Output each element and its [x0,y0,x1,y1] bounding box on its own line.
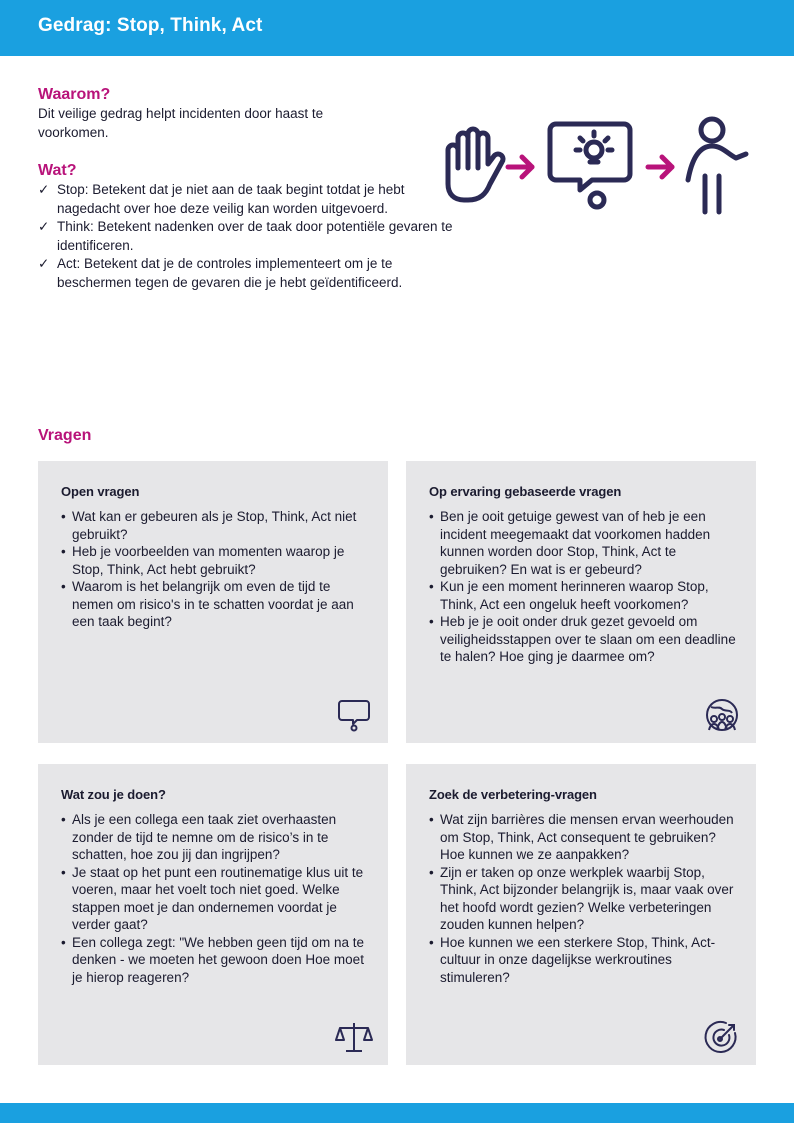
card-title: Zoek de verbetering-vragen [429,787,597,802]
list-item: • Wat kan er gebeuren als je Stop, Think, Act niet gebruikt? [61,508,371,543]
list-item: • Heb je voorbeelden van momenten waarop je Stop, Think, Act hebt gebruikt? [61,543,371,578]
scales-icon [335,1019,373,1055]
page-footer [0,1103,794,1123]
wat-item: ✓ Think: Betekent nadenken over de taak door potentiële gevaren te identificeren. [38,219,453,253]
wat-item: ✓ Act: Betekent dat je de controles implementeert om je te beschermen tegen de gevaren die je hebt geïdentificeerd. [38,256,403,290]
page-header [0,0,794,56]
card-list [61,811,371,986]
globe-people-icon [703,697,741,733]
stop-think-act-illustration [434,112,754,222]
check-icon: ✓ [38,219,50,234]
waarom-text: Dit veilige gedrag helpt incidenten door haast te voorkomen. [38,106,324,140]
list-item: • Waarom is het belangrijk om even de tijd te nemen om risico's in te schatten voordat je aan een taak begint? [61,578,371,631]
list-item: • Ben je ooit getuige gewest van of heb je een incident meegemaakt dat voorkomen hadden kunnen worden door Stop, Think, Act te gebruiken? En wat is er gebeurd? [429,508,739,578]
list-item: • Je staat op het punt een routinematige klus uit te voeren, maar het voelt toch niet goed. Welke stappen moet je dan ondernemen voordat je verder gaat? [61,864,371,934]
list-item: • Als je een collega een taak ziet overhaasten zonder de tijd te nemne om de risico’s in te schatten, hoe zou jij dan ingrijpen? [61,811,371,864]
card-wat-zou-je-doen [38,764,388,1065]
card-title: Open vragen [61,484,140,499]
card-title: Op ervaring gebaseerde vragen [429,484,622,499]
lightbulb-speech-bubble-icon [550,124,630,207]
vragen-heading: Vragen [38,427,92,444]
check-icon: ✓ [38,182,50,197]
person-icon [688,119,746,212]
card-list [61,508,371,631]
arrow-right-icon [508,157,532,177]
wat-item: ✓ Stop: Betekent dat je niet aan de taak begint totdat je hebt nagedacht over hoe deze veilig kan worden uitgevoerd. [38,182,405,216]
arrow-right-icon [648,157,672,177]
page-title: Gedrag: Stop, Think, Act [38,15,263,36]
target-icon [703,1019,741,1055]
card-ervaring-vragen [406,461,756,743]
waarom-heading: Waarom? [38,86,111,103]
card-list [429,508,739,666]
card-title: Wat zou je doen? [61,787,166,802]
list-item: • Een collega zegt: "We hebben geen tijd om na te denken - we moeten het gewoon doen Hoe moet je hierop reageren? [61,934,371,987]
card-open-vragen [38,461,388,743]
card-verbetering-vragen [406,764,756,1065]
list-item: • Zijn er taken op onze werkplek waarbij Stop, Think, Act bijzonder belangrijk is, maar vaak over het hoofd wordt gezien? Welke verbeteringen zouden kunnen helpen? [429,864,739,934]
wat-heading: Wat? [38,162,77,179]
card-list [429,811,739,986]
speech-bubble-icon [335,697,373,733]
check-icon: ✓ [38,256,50,271]
list-item: • Hoe kunnen we een sterkere Stop, Think, Act-cultuur in onze dagelijkse werkroutines stimuleren? [429,934,739,987]
wat-list [38,181,468,292]
list-item: • Wat zijn barrières die mensen ervan weerhouden om Stop, Think, Act consequent te gebruiken? Hoe kunnen we ze aanpakken? [429,811,739,864]
hand-stop-icon [448,129,503,200]
list-item: • Kun je een moment herinneren waarop Stop, Think, Act een ongeluk heeft voorkomen? [429,578,739,613]
list-item: • Heb je je ooit onder druk gezet gevoeld om veiligheidsstappen over te slaan om een deadline te halen? Hoe ging je daarmee om? [429,613,739,666]
